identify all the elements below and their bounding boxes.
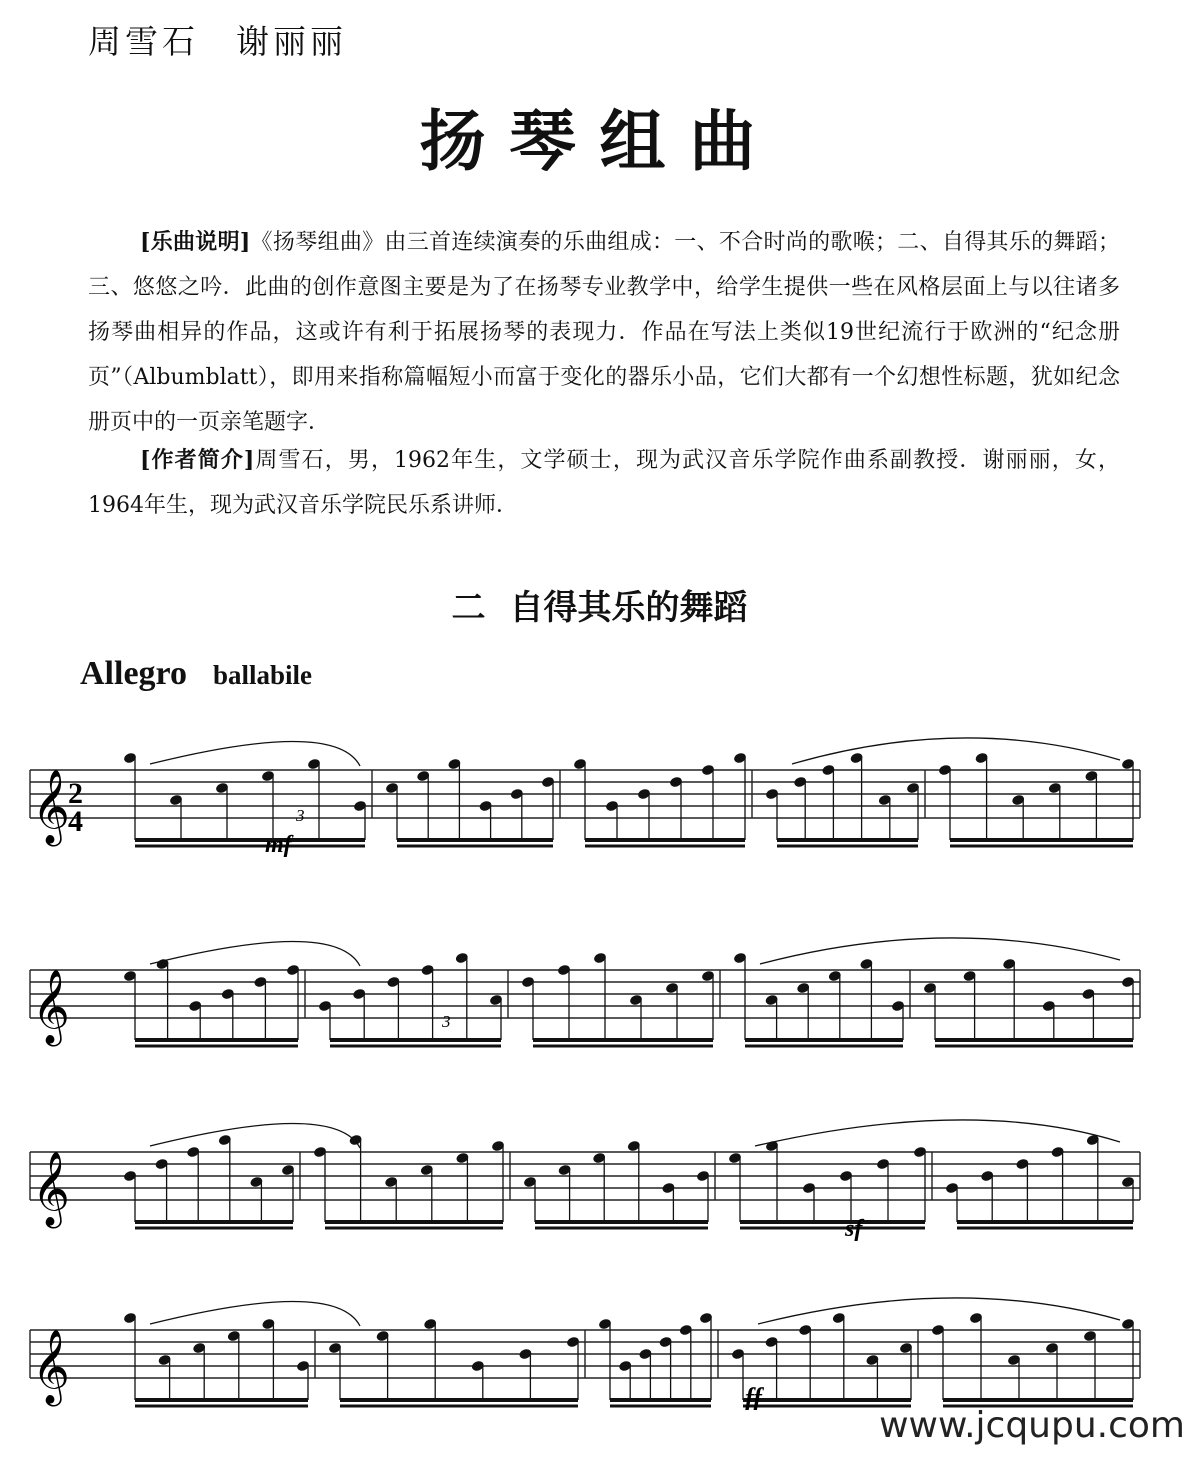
watermark: www.jcqupu.com xyxy=(879,1405,1185,1446)
movement-title xyxy=(0,580,1199,629)
tuplet-mark: 3 xyxy=(442,1012,451,1031)
slur xyxy=(150,1301,360,1326)
slur xyxy=(150,741,360,766)
slur xyxy=(760,938,1120,964)
slur xyxy=(758,1298,1120,1324)
dynamic-mf: mf xyxy=(265,832,292,858)
time-signature-bottom: 4 xyxy=(68,805,83,838)
movement-number: 二 xyxy=(451,588,486,628)
page-title: 扬琴组曲 xyxy=(419,103,780,180)
tempo-main: Allegro xyxy=(80,655,188,692)
description-text: 《扬琴组曲》由三首连续演奏的乐曲组成：一、不合时尚的歌喉；二、自得其乐的舞蹈；三、悠悠之吟．此曲的创作意图主要是为了在扬琴专业教学中，给学生提供一些在风格层面上与以往诸多扬琴曲相异的作品，这或许有利于拓展扬琴的表现力．作品在写法上类似19世纪流行于欧洲的“纪念册页”（Albumblatt），即用来指称篇幅短小而富于变化的器乐小品，它们大都有一个幻想性标题，犹如纪念册页中的一页亲笔题字． xyxy=(88,230,1120,435)
tempo-sub: ballabile xyxy=(213,660,313,690)
treble-clef-icon: 𝄞 xyxy=(32,770,70,844)
description-paragraph xyxy=(88,220,1120,445)
slur xyxy=(150,1123,360,1148)
tuplet-mark: 3 xyxy=(296,806,305,825)
score-systems xyxy=(30,738,1140,1407)
treble-clef-icon: 𝄞 xyxy=(32,1330,70,1404)
slur xyxy=(150,941,360,966)
author-intro-paragraph xyxy=(88,438,1120,528)
treble-clef-icon: 𝄞 xyxy=(32,1152,70,1226)
tempo-marking xyxy=(80,655,312,693)
author-intro-label: [作者简介] xyxy=(140,447,255,473)
dynamic-ff: ff xyxy=(745,1383,762,1410)
description-label: [乐曲说明] xyxy=(140,229,251,255)
time-signature-top: 2 xyxy=(68,777,83,810)
slur xyxy=(755,1120,1120,1146)
movement-name: 自得其乐的舞蹈 xyxy=(509,588,748,628)
author-intro-text: 周雪石，男，1962年生，文学硕士，现为武汉音乐学院作曲系副教授．谢丽丽，女，1964年生，现为武汉音乐学院民乐系讲师． xyxy=(88,448,1120,518)
dynamic-sf: sf xyxy=(845,1216,863,1242)
music-score xyxy=(0,690,1199,1410)
treble-clef-icon: 𝄞 xyxy=(32,970,70,1044)
slur xyxy=(792,738,1120,764)
authors: 周雪石 谢丽丽 xyxy=(88,22,347,61)
